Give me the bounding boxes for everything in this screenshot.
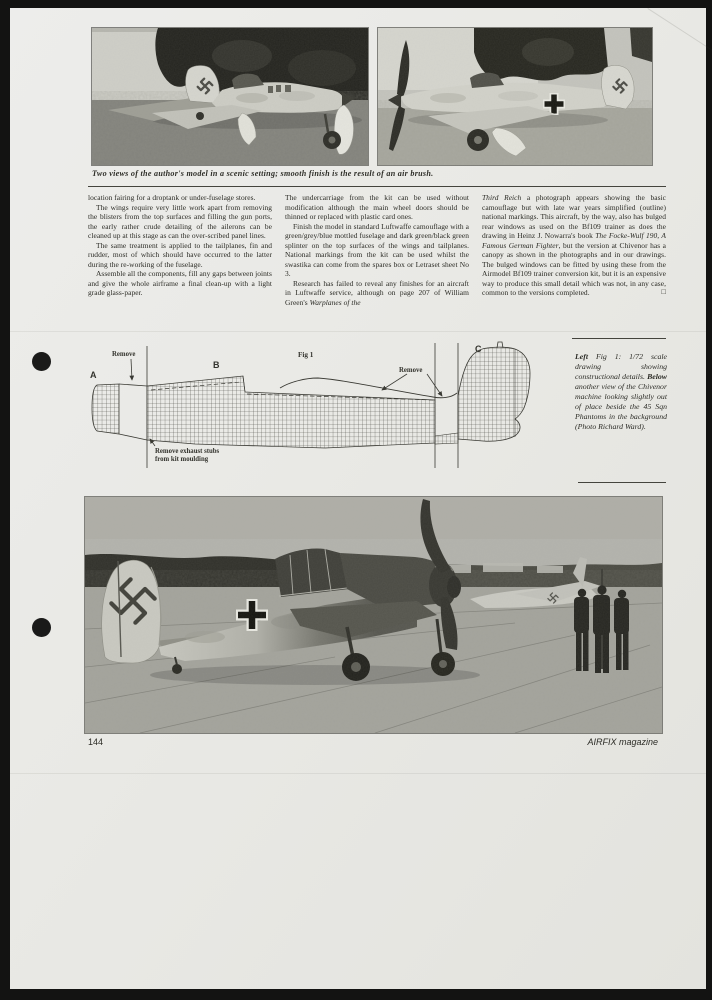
book-title-italic: Warplanes of the (309, 297, 361, 307)
caption-text: another view of the Chivenor machine looking slightly out of place beside the 45 Sqn Phantoms in the background (Photo Richard Ward). (575, 381, 667, 431)
paragraph: The wings require very little work apart from removing the blisters from the top surfaces and filling the gun ports, the early rather crude detailing of the ailerons can be cleaned up at this stage as can the over-scribed panel lines. (88, 202, 272, 240)
paragraph (482, 193, 666, 298)
punch-hole-top (32, 352, 51, 371)
end-of-article-mark: □ (661, 287, 666, 296)
page-footer (88, 737, 658, 747)
section-label-b: B (213, 360, 220, 370)
aircraft-photo-bottom (85, 497, 662, 733)
text-column-3 (482, 193, 666, 307)
model-photo-right (378, 28, 652, 165)
fig1-diagram (85, 340, 565, 492)
caption-lead-left: Left (575, 352, 588, 361)
article-body (88, 193, 666, 307)
paragraph: location fairing for a droptank or under-fuselage stores. (88, 193, 256, 202)
cowl-section-hatched (92, 384, 119, 434)
text-column-2 (285, 193, 469, 307)
tail-fin-hatched (458, 347, 530, 441)
caption-divider-rule (88, 186, 666, 187)
page-number: 144 (88, 737, 104, 747)
remove-label-rear: Remove (399, 367, 423, 374)
caption-text: Fig 1: 1/72 scale drawing showing constructional details. (575, 352, 667, 381)
section-label-a: A (90, 370, 97, 380)
exhaust-note-line1: Remove exhaust stubs (155, 448, 220, 455)
figcaption-top-rule (572, 338, 666, 339)
figcaption-bottom-rule (578, 482, 666, 483)
exhaust-note-line2: from kit moulding (155, 456, 209, 463)
fold-crease-lower (10, 773, 706, 774)
text-column-1 (88, 193, 272, 307)
fold-crease-upper (10, 331, 706, 332)
paragraph (285, 279, 469, 308)
paragraph-text: a photograph appears showing the basic camouflage but with late war years simplified (outline) national markings. This aircraft, by the way, also has bulged rear windows as used on the Bf109 trainer as does the drawing in Heinz J. Nowarra's book (482, 193, 666, 240)
figure-caption (575, 352, 667, 432)
fig-number-label: Fig 1 (298, 351, 314, 359)
caption-lead-below: Below (647, 371, 667, 381)
section-label-c: C (475, 344, 482, 354)
paragraph: The undercarriage from the kit can be used without modification although the main wheel doors should be thinned or replaced with plastic card ones. (285, 193, 469, 221)
remove-label-front: Remove (112, 351, 136, 358)
paragraph-text: , but the version at Chivenor has a canopy as shown in the photographs and in our drawings. The bulged windows can be fitted by using these from the Airmodel Bf109 trainer conversion kit, but it is an expensive way to produce this small detail which was not, in any case, common to the versions completed. (482, 240, 666, 297)
photo-caption: Two views of the author's model in a scenic setting; smooth finish is the result of an air brush. (92, 169, 434, 178)
paragraph: Finish the model in standard Luftwaffe camouflage with a green/grey/blue mottled fuselage and dark green/black green splinter on the top surfaces of the wings and tailplanes. National markings from the kit can be used whilst the swastika can come from the spares box or Letraset sheet No 3. (285, 221, 469, 278)
paragraph: The same treatment is applied to the tailplanes, fin and rudder, most of which should have occurred to the latter during the re-working of the fuselage. (88, 240, 272, 269)
paragraph: Assemble all the components, fill any gaps between joints and give the whole airframe a final clean-up with a light grade glass-paper. (88, 269, 272, 297)
book-title-italic: The Focke-Wulf 190, A Famous German Fighter (482, 231, 666, 250)
book-title-italic: Third Reich (482, 193, 522, 202)
magazine-name: AIRFIX magazine (587, 737, 658, 747)
model-photo-left (92, 28, 368, 165)
punch-hole-bottom (32, 618, 51, 637)
paragraph-text: Research has failed to reveal any finishes for an aircraft in Luftwaffe service, although on page 207 of William Green's (285, 278, 469, 307)
